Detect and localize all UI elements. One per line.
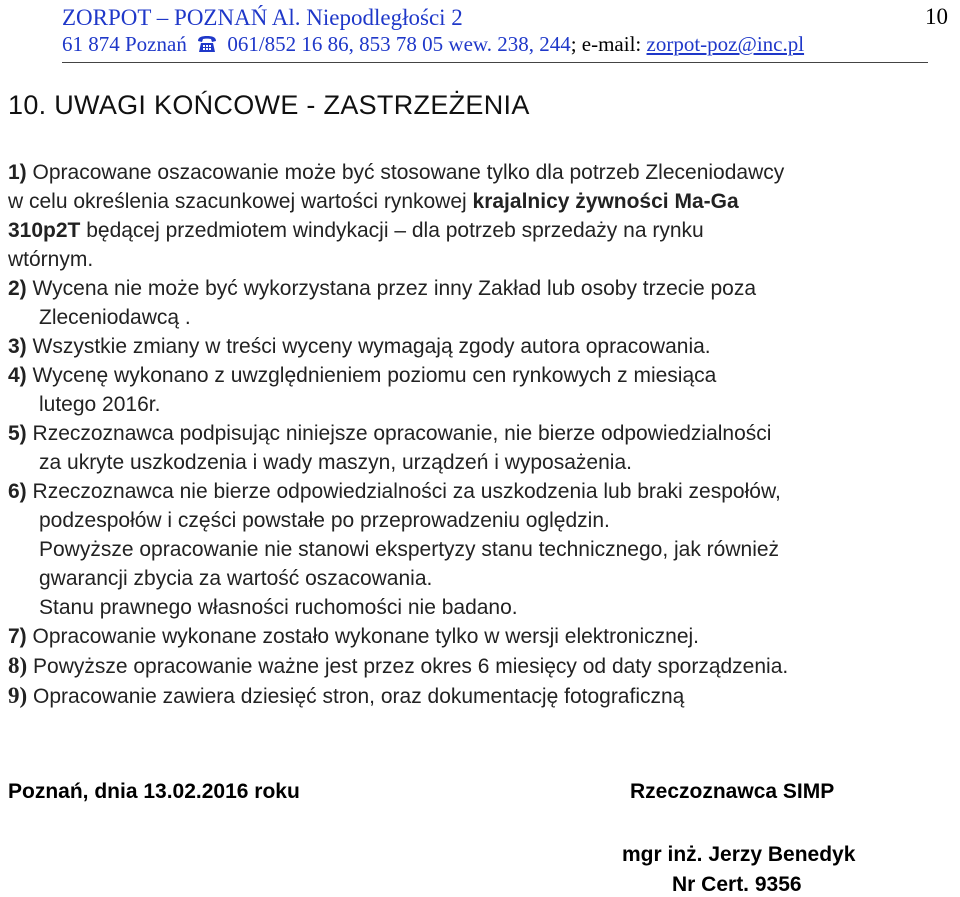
list-item bbox=[8, 477, 948, 622]
item-text: za ukryte uszkodzenia i wady maszyn, urządzeń i wyposażenia. bbox=[39, 451, 632, 474]
item-number: 8) bbox=[8, 653, 28, 678]
item-text: w celu określenia szacunkowej wartości rynkowej bbox=[8, 190, 473, 213]
list-item bbox=[8, 419, 948, 477]
contact-line bbox=[62, 32, 942, 56]
item-text: Powyższe opracowanie ważne jest przez okres 6 miesięcy od daty sporządzenia. bbox=[33, 655, 789, 678]
item-text: wtórnym. bbox=[8, 248, 94, 271]
item-number: 5) bbox=[8, 422, 27, 445]
item-text-bold: 310p2T bbox=[8, 219, 81, 242]
item-text: Opracowane oszacowanie może być stosowane tylko dla potrzeb Zleceniodawcy bbox=[32, 161, 785, 184]
item-number: 7) bbox=[8, 625, 27, 648]
item-number: 3) bbox=[8, 335, 27, 358]
header-divider bbox=[62, 62, 928, 63]
item-text: Opracowanie zawiera dziesięć stron, oraz dokumentację fotograficzną bbox=[33, 685, 685, 708]
list-item bbox=[8, 274, 948, 332]
item-text: podzespołów i części powstałe po przeprowadzeniu oględzin. bbox=[39, 509, 610, 532]
item-number: 9) bbox=[8, 683, 28, 708]
item-text: Rzeczoznawca podpisując niniejsze opracowanie, nie bierze odpowiedzialności bbox=[32, 422, 772, 445]
address-prefix: 61 874 Poznań bbox=[62, 32, 187, 56]
appraiser-name: mgr inż. Jerzy Benedyk bbox=[622, 843, 856, 866]
section-title: 10. UWAGI KOŃCOWE - ZASTRZEŻENIA bbox=[8, 90, 530, 120]
list-item bbox=[8, 681, 948, 711]
phone-icon bbox=[196, 34, 218, 54]
item-text: Rzeczoznawca nie bierze odpowiedzialności za uszkodzenia lub braki zespołów, bbox=[32, 480, 781, 503]
list-item bbox=[8, 622, 948, 651]
remarks-list bbox=[8, 158, 948, 711]
item-text: Zleceniodawcą . bbox=[39, 306, 191, 329]
item-number: 2) bbox=[8, 277, 27, 300]
item-text: Stanu prawnego własności ruchomości nie badano. bbox=[39, 596, 518, 619]
phone-numbers: 061/852 16 86, 853 78 05 wew. 238, 244 bbox=[227, 32, 571, 56]
appraiser-certificate: Nr Cert. 9356 bbox=[672, 873, 802, 896]
item-text-bold: krajalnicy żywności Ma-Ga bbox=[472, 190, 739, 213]
list-item bbox=[8, 361, 948, 419]
item-number: 1) bbox=[8, 161, 27, 184]
item-text: Wycena nie może być wykorzystana przez inny Zakład lub osoby trzecie poza bbox=[32, 277, 757, 300]
list-item bbox=[8, 332, 948, 361]
item-text: będącej przedmiotem windykacji – dla potrzeb sprzedaży na rynku bbox=[80, 219, 704, 242]
place-date: Poznań, dnia 13.02.2016 roku bbox=[8, 780, 300, 803]
email-link[interactable]: zorpot-poz@inc.pl bbox=[646, 32, 805, 56]
item-number: 6) bbox=[8, 480, 27, 503]
item-text: gwarancji zbycia za wartość oszacowania. bbox=[39, 567, 433, 590]
appraiser-role: Rzeczoznawca SIMP bbox=[630, 780, 835, 803]
item-text: Wszystkie zmiany w treści wyceny wymagają zgody autora opracowania. bbox=[32, 335, 711, 358]
list-item bbox=[8, 651, 948, 681]
list-item bbox=[8, 158, 948, 274]
item-text: lutego 2016r. bbox=[39, 393, 161, 416]
item-text: Opracowanie wykonane zostało wykonane tylko w wersji elektronicznej. bbox=[32, 625, 700, 648]
email-label: ; e-mail: bbox=[570, 32, 642, 56]
item-text: Wycenę wykonano z uwzględnieniem poziomu cen rynkowych z miesiąca bbox=[32, 364, 717, 387]
item-text: Powyższe opracowanie nie stanowi ekspertyzy stanu technicznego, jak również bbox=[39, 538, 780, 561]
letterhead bbox=[62, 4, 942, 56]
page-number: 10 bbox=[925, 4, 948, 29]
item-number: 4) bbox=[8, 364, 27, 387]
company-line: ZORPOT – POZNAŃ Al. Niepodległości 2 bbox=[62, 5, 463, 30]
